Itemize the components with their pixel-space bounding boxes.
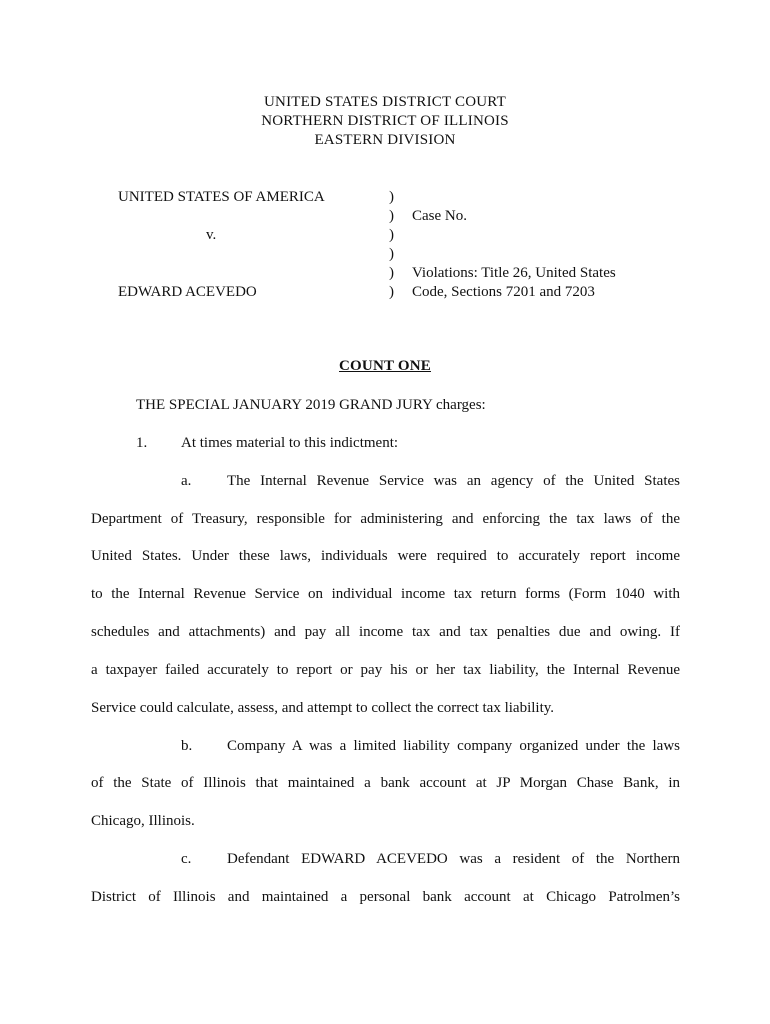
caption-paren: ) — [389, 284, 394, 300]
paragraph-text: At times material to this indictment: — [181, 435, 399, 451]
division-name: EASTERN DIVISION — [314, 132, 456, 148]
paragraph-line: Defendant EDWARD ACEVEDO was a resident of the Northern — [227, 851, 680, 867]
paragraph-line: Company A was a limited liability company organized under the laws — [227, 738, 680, 754]
paragraph-line: Department of Treasury, responsible for administering and enforcing the tax laws of the — [91, 511, 680, 527]
case-caption — [118, 188, 678, 302]
paragraph-line: The Internal Revenue Service was an agency of the United States — [227, 473, 680, 489]
district-name: NORTHERN DISTRICT OF ILLINOIS — [261, 113, 509, 129]
paragraph-line: a taxpayer failed accurately to report or pay his or her tax liability, the Internal Revenue — [91, 662, 680, 678]
grand-jury-intro: THE SPECIAL JANUARY 2019 GRAND JURY charges: — [136, 397, 486, 413]
paragraph-line: of the State of Illinois that maintained a bank account at JP Morgan Chase Bank, in — [91, 775, 680, 791]
paragraph-line: schedules and attachments) and pay all income tax and tax penalties due and owing. If — [91, 624, 680, 640]
subparagraph-marker-a: a. — [181, 473, 192, 489]
paragraph-number: 1. — [136, 435, 148, 451]
case-number-label: Case No. — [412, 208, 467, 224]
paragraph-line: Service could calculate, assess, and attempt to collect the correct tax liability. — [91, 700, 555, 716]
court-header — [0, 93, 770, 150]
paragraph-line: Chicago, Illinois. — [91, 813, 195, 829]
caption-paren: ) — [389, 265, 394, 281]
violations-line-1: Violations: Title 26, United States — [412, 265, 616, 281]
court-name: UNITED STATES DISTRICT COURT — [264, 94, 506, 110]
paragraph-line: to the Internal Revenue Service on individual income tax return forms (Form 1040 with — [91, 586, 680, 602]
caption-paren: ) — [389, 189, 394, 205]
caption-paren: ) — [389, 227, 394, 243]
plaintiff-name: UNITED STATES OF AMERICA — [118, 189, 325, 205]
paragraph-line: District of Illinois and maintained a personal bank account at Chicago Patrolmen’s — [91, 889, 680, 905]
defendant-name: EDWARD ACEVEDO — [118, 284, 257, 300]
versus-label: v. — [206, 227, 217, 243]
caption-paren: ) — [389, 208, 394, 224]
caption-paren: ) — [389, 246, 394, 262]
subparagraph-marker-b: b. — [181, 738, 193, 754]
paragraph-line: United States. Under these laws, individuals were required to accurately report income — [91, 548, 680, 564]
count-title: COUNT ONE — [339, 358, 431, 374]
violations-line-2: Code, Sections 7201 and 7203 — [412, 284, 595, 300]
subparagraph-marker-c: c. — [181, 851, 192, 867]
